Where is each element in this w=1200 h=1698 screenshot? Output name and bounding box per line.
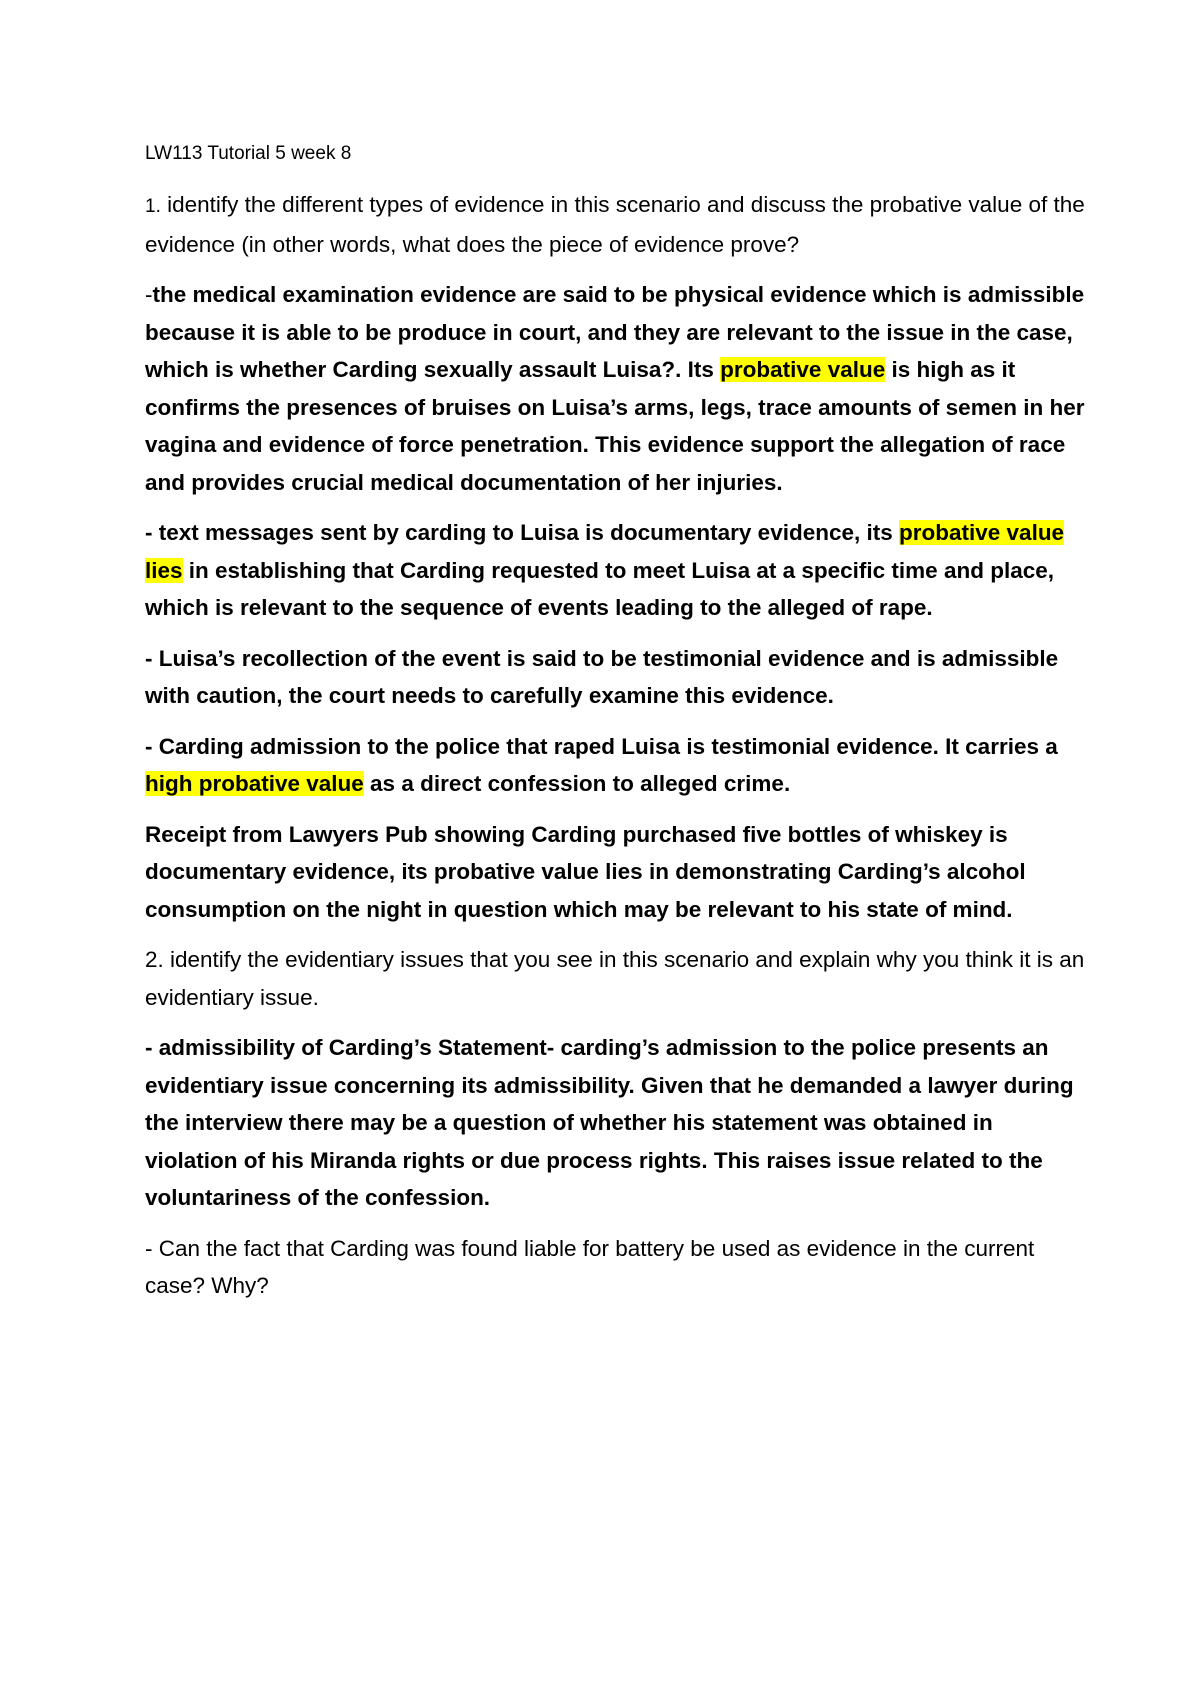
answer-medical-evidence <box>145 276 1085 501</box>
answer-medical-rest: is high as it confirms the presences of bruises on Luisa’s arms, legs, trace amounts of semen in her vagina and evidence of force penetration. This evidence support the allegation of race and provides crucial medical documentation of her injuries. <box>145 357 1085 495</box>
question-1-text: identify the different types of evidence in this scenario and discuss the probative value of the evidence (in other words, what does the piece of evidence prove? <box>145 192 1085 257</box>
document-header: LW113 Tutorial 5 week 8 <box>145 143 352 164</box>
question-1 <box>145 186 1085 263</box>
answer-text-messages-text: - text messages sent by carding to Luisa is documentary evidence, its <box>145 520 900 545</box>
answer-admission-text: - Carding admission to the police that raped Luisa is testimonial evidence. It carries a <box>145 733 1058 759</box>
answer-medical-text: the medical examination evidence are said to be physical evidence which is admissible because it is able to be produce in court, and they are relevant to the issue in the case, which is whether Carding sexually assault Luisa?. Its <box>145 282 1085 382</box>
answer-admission <box>145 728 1085 803</box>
answer-receipt: Receipt from Lawyers Pub showing Carding purchased five bottles of whiskey is documentary evidence, its probative value lies in demonstrating Carding’s alcohol consumption on the night in question which may be relevant to his state of mind. <box>145 821 1026 922</box>
highlight-probative-value: probative value <box>720 357 886 382</box>
question-1-number: 1. <box>145 196 161 217</box>
document-body <box>145 140 1085 1318</box>
question-2: 2. identify the evidentiary issues that you see in this scenario and explain why you think it is an evidentiary issue. <box>145 947 1085 1010</box>
answer-admissibility: - admissibility of Carding’s Statement- carding’s admission to the police presents an evidentiary issue concerning its admissibility. Given that he demanded a lawyer during the interview there may be a question of whether his statement was obtained in violation of his Miranda rights or due process rights. This raises issue related to the voluntariness of the confession. <box>145 1035 1074 1210</box>
answer-medical-prefix: - <box>145 282 153 307</box>
highlight-probative-value-lies: probative value lies <box>145 520 1065 583</box>
answer-recollection: - Luisa’s recollection of the event is said to be testimonial evidence and is admissible with caution, the court needs to carefully examine this evidence. <box>145 645 1059 708</box>
answer-text-messages <box>145 514 1085 627</box>
question-3: - Can the fact that Carding was found liable for battery be used as evidence in the current case? Why? <box>145 1235 1035 1298</box>
answer-text-messages-rest: in establishing that Carding requested to meet Luisa at a specific time and place, which is relevant to the sequence of events leading to the alleged of rape. <box>145 557 1054 620</box>
highlight-high-probative-value: high probative value <box>145 771 364 796</box>
answer-admission-rest: as a direct confession to alleged crime. <box>363 771 791 796</box>
